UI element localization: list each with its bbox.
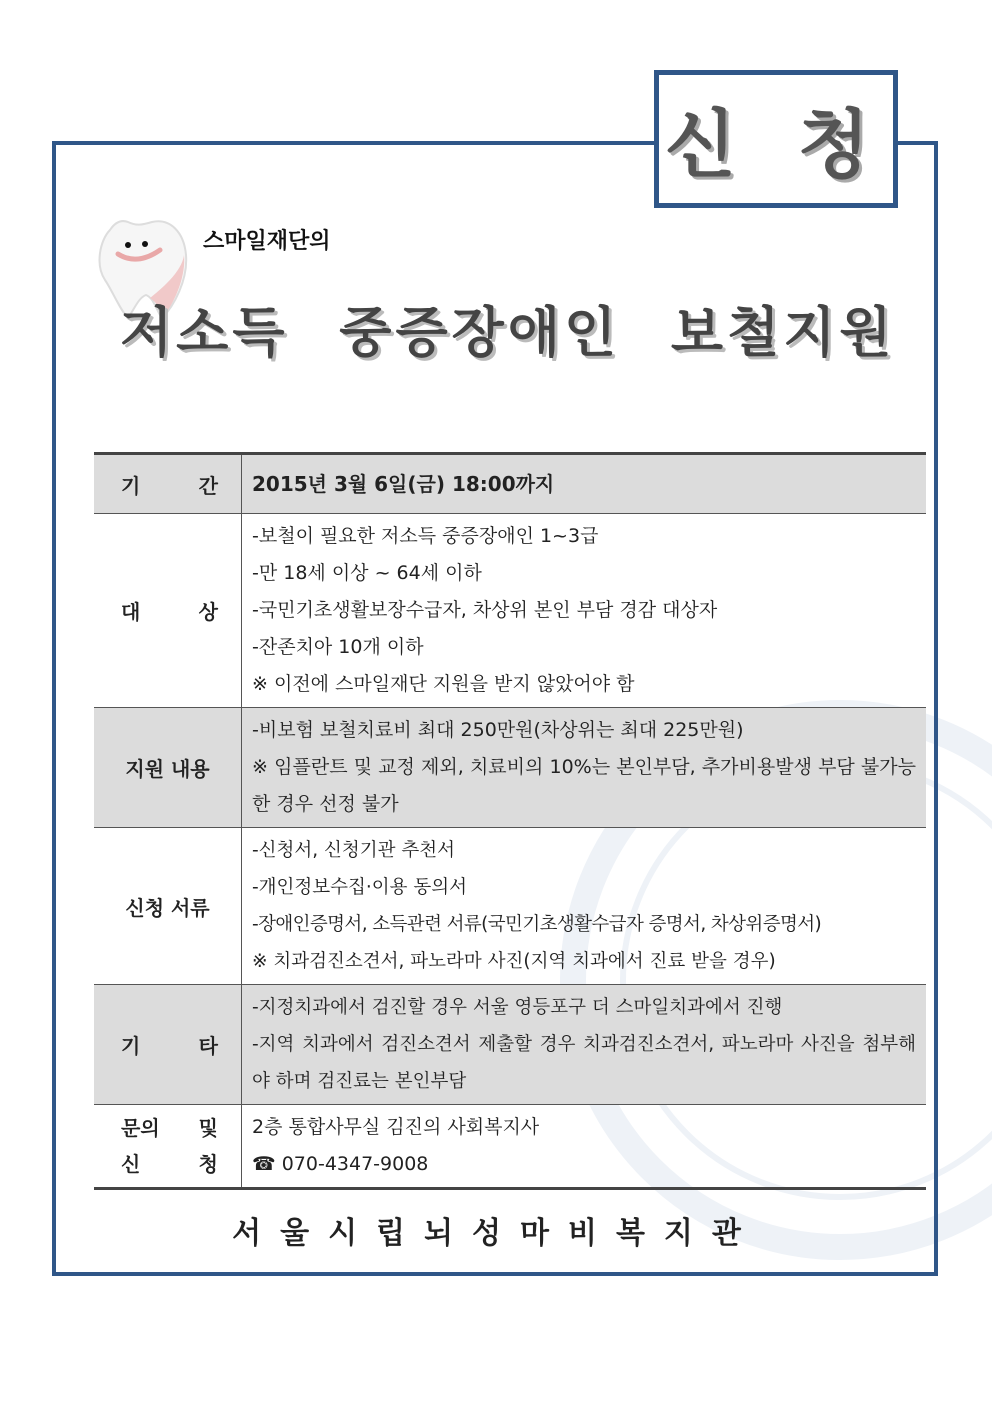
- stamp-text: 신 청: [664, 102, 888, 188]
- table-row-support: [94, 708, 926, 828]
- table-row-etc: [94, 985, 926, 1105]
- table-row-contact: [94, 1105, 926, 1189]
- page-title: 저소득 중증장애인 보철지원: [120, 301, 896, 364]
- row-label: 문의 및 신 청: [94, 1105, 242, 1189]
- row-content: -지정치과에서 검진할 경우 서울 영등포구 더 스마일치과에서 진행 -지역 치과에서 검진소견서 제출할 경우 치과검진소견서, 파노라마 사진을 첨부해야 하며 검진료는 본인부담: [242, 985, 927, 1105]
- info-table: [94, 452, 926, 1190]
- apply-stamp: [654, 70, 898, 208]
- table-row-documents: [94, 828, 926, 985]
- row-label: 기 타: [94, 985, 242, 1105]
- organization-name: 서울시립뇌성마비복지관: [232, 1216, 760, 1251]
- contact-phone: ☎ 070-4347-9008: [252, 1153, 429, 1175]
- row-content: -비보험 보철치료비 최대 250만원(차상위는 최대 225만원) ※ 임플란트 및 교정 제외, 치료비의 10%는 본인부담, 추가비용발생 부담 불가능한 경우 선정 불가: [242, 708, 927, 828]
- row-content: [242, 1105, 927, 1189]
- row-content: -보철이 필요한 저소득 중증장애인 1~3급 -만 18세 이상 ~ 64세 이하 -국민기초생활보장수급자, 차상위 본인 부담 경감 대상자 -잔존치아 10개 이하 ※ 이전에 스마일재단 지원을 받지 않았어야 함: [242, 514, 927, 708]
- row-label: 기 간: [94, 454, 242, 514]
- table-row-period: [94, 454, 926, 514]
- row-label: 신청 서류: [94, 828, 242, 985]
- foundation-name: 스마일재단의: [203, 229, 331, 254]
- row-label: 대 상: [94, 514, 242, 708]
- table-row-target: [94, 514, 926, 708]
- contact-person: 2층 통합사무실 김진의 사회복지사: [252, 1116, 540, 1138]
- row-label: 지원 내용: [94, 708, 242, 828]
- row-content: -신청서, 신청기관 추천서 -개인정보수집·이용 동의서 -장애인증명서, 소득관련 서류(국민기초생활수급자 증명서, 차상위증명서) ※ 치과검진소견서, 파노라마 사진(지역 치과에서 진료 받을 경우): [242, 828, 927, 985]
- row-content: 2015년 3월 6일(금) 18:00까지: [242, 454, 927, 514]
